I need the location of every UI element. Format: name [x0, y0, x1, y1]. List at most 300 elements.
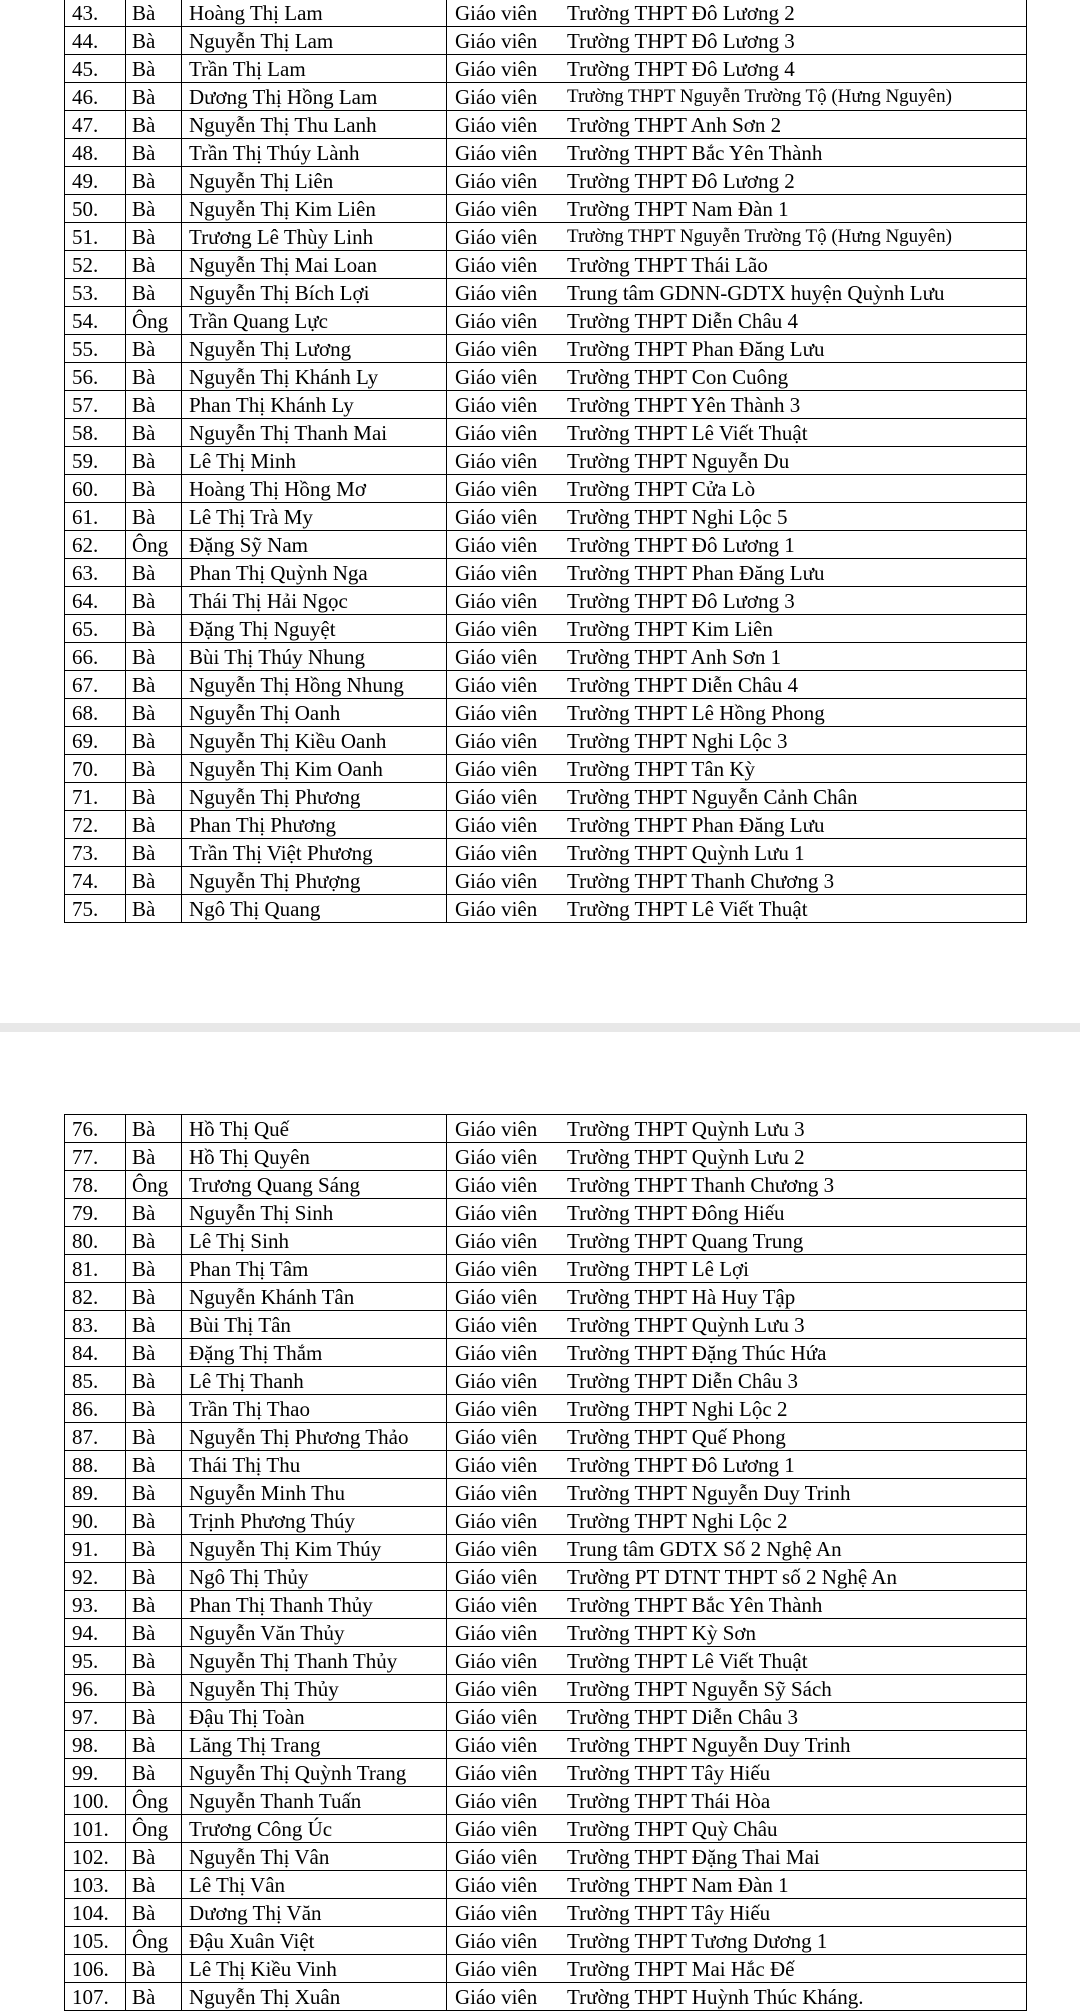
row-role-school-cell — [447, 1339, 1027, 1367]
row-role-school-cell — [447, 1955, 1027, 1983]
row-full-name: Nguyễn Thị Kim Oanh — [182, 755, 447, 783]
row-role-school-cell — [447, 1311, 1027, 1339]
row-school: Trường THPT Huỳnh Thúc Kháng. — [567, 1984, 864, 2009]
row-role-school-cell — [447, 1619, 1027, 1647]
row-school: Trường THPT Nghi Lộc 3 — [567, 728, 788, 753]
row-school: Trường THPT Đặng Thai Mai — [567, 1844, 820, 1869]
row-honorific: Bà — [126, 727, 182, 755]
row-school: Trường THPT Đô Lương 4 — [567, 56, 795, 81]
row-role-school-cell — [447, 1451, 1027, 1479]
table-row — [65, 531, 1027, 559]
table-row — [65, 1507, 1027, 1535]
row-position: Giáo viên — [455, 1144, 538, 1169]
row-number: 96. — [65, 1675, 126, 1703]
row-honorific: Bà — [126, 1227, 182, 1255]
row-school: Trường THPT Đô Lương 1 — [567, 1452, 795, 1477]
table-row — [65, 335, 1027, 363]
table-row — [65, 1703, 1027, 1731]
row-full-name: Lê Thị Vân — [182, 1871, 447, 1899]
table-row — [65, 1899, 1027, 1927]
row-honorific: Bà — [126, 1479, 182, 1507]
row-role-school-cell — [447, 447, 1027, 475]
row-number: 101. — [65, 1815, 126, 1843]
row-full-name: Dương Thị Văn — [182, 1899, 447, 1927]
row-position: Giáo viên — [455, 420, 538, 445]
row-position: Giáo viên — [455, 532, 538, 557]
row-number: 83. — [65, 1311, 126, 1339]
row-honorific: Ông — [126, 1787, 182, 1815]
row-number: 70. — [65, 755, 126, 783]
row-school: Trường THPT Nguyễn Sỹ Sách — [567, 1676, 832, 1701]
row-school: Trường THPT Yên Thành 3 — [567, 392, 801, 417]
table-row — [65, 1143, 1027, 1171]
row-number: 73. — [65, 839, 126, 867]
row-role-school-cell — [447, 1787, 1027, 1815]
row-school: Trường THPT Quỳnh Lưu 3 — [567, 1312, 805, 1337]
row-number: 55. — [65, 335, 126, 363]
row-number: 75. — [65, 895, 126, 923]
row-number: 89. — [65, 1479, 126, 1507]
row-number: 93. — [65, 1591, 126, 1619]
row-full-name: Bùi Thị Tân — [182, 1311, 447, 1339]
row-school: Trường THPT Lê Viết Thuật — [567, 420, 808, 445]
row-honorific: Bà — [126, 0, 182, 27]
row-position: Giáo viên — [455, 868, 538, 893]
row-role-school-cell — [447, 1871, 1027, 1899]
row-honorific: Bà — [126, 1871, 182, 1899]
row-number: 74. — [65, 867, 126, 895]
row-school: Trường THPT Kỳ Sơn — [567, 1620, 757, 1645]
row-full-name: Nguyễn Thị Lam — [182, 27, 447, 55]
row-school: Trường THPT Tân Kỳ — [567, 756, 755, 781]
row-position: Giáo viên — [455, 1536, 538, 1561]
row-school: Trường THPT Diễn Châu 4 — [567, 672, 798, 697]
table-row — [65, 1199, 1027, 1227]
row-number: 64. — [65, 587, 126, 615]
row-number: 77. — [65, 1143, 126, 1171]
table-row — [65, 167, 1027, 195]
table-row — [65, 559, 1027, 587]
row-school: Trường THPT Diễn Châu 3 — [567, 1704, 798, 1729]
row-role-school-cell — [447, 615, 1027, 643]
table-row — [65, 1787, 1027, 1815]
row-honorific: Bà — [126, 783, 182, 811]
row-number: 60. — [65, 475, 126, 503]
row-role-school-cell — [447, 643, 1027, 671]
row-full-name: Trần Thị Việt Phương — [182, 839, 447, 867]
row-position: Giáo viên — [455, 1480, 538, 1505]
row-school: Trường THPT Đô Lương 3 — [567, 28, 795, 53]
row-full-name: Ngô Thị Thủy — [182, 1563, 447, 1591]
row-position: Giáo viên — [455, 1900, 538, 1925]
row-honorific: Bà — [126, 1619, 182, 1647]
row-position: Giáo viên — [455, 1928, 538, 1953]
row-position: Giáo viên — [455, 728, 538, 753]
row-full-name: Trần Thị Thúy Lành — [182, 139, 447, 167]
row-number: 98. — [65, 1731, 126, 1759]
row-position: Giáo viên — [455, 0, 538, 25]
row-number: 53. — [65, 279, 126, 307]
row-honorific: Bà — [126, 1703, 182, 1731]
row-position: Giáo viên — [455, 1984, 538, 2009]
row-full-name: Hoàng Thị Lam — [182, 0, 447, 27]
row-school: Trường THPT Nguyễn Du — [567, 448, 790, 473]
row-full-name: Lê Thị Trà My — [182, 503, 447, 531]
row-full-name: Trần Thị Thao — [182, 1395, 447, 1423]
row-school: Trường THPT Tây Hiếu — [567, 1900, 771, 1925]
row-honorific: Bà — [126, 587, 182, 615]
row-full-name: Nguyễn Thị Phương — [182, 783, 447, 811]
row-role-school-cell — [447, 251, 1027, 279]
row-number: 91. — [65, 1535, 126, 1563]
row-position: Giáo viên — [455, 140, 538, 165]
row-role-school-cell — [447, 279, 1027, 307]
row-position: Giáo viên — [455, 1172, 538, 1197]
table-row — [65, 671, 1027, 699]
table-row — [65, 1535, 1027, 1563]
row-honorific: Ông — [126, 1815, 182, 1843]
row-honorific: Bà — [126, 559, 182, 587]
row-role-school-cell — [447, 755, 1027, 783]
row-full-name: Hồ Thị Quế — [182, 1115, 447, 1143]
table-row — [65, 1927, 1027, 1955]
row-position: Giáo viên — [455, 1648, 538, 1673]
row-position: Giáo viên — [455, 168, 538, 193]
row-full-name: Trương Lê Thùy Linh — [182, 223, 447, 251]
row-role-school-cell — [447, 699, 1027, 727]
table-row — [65, 811, 1027, 839]
row-number: 66. — [65, 643, 126, 671]
row-role-school-cell — [447, 1479, 1027, 1507]
row-role-school-cell — [447, 1143, 1027, 1171]
row-position: Giáo viên — [455, 1564, 538, 1589]
table-row — [65, 1367, 1027, 1395]
row-school: Trường THPT Anh Sơn 2 — [567, 112, 782, 137]
row-position: Giáo viên — [455, 1676, 538, 1701]
row-number: 62. — [65, 531, 126, 559]
row-number: 46. — [65, 83, 126, 111]
row-school: Trường THPT Đô Lương 3 — [567, 588, 795, 613]
row-position: Giáo viên — [455, 1396, 538, 1421]
row-full-name: Lăng Thị Trang — [182, 1731, 447, 1759]
row-honorific: Bà — [126, 279, 182, 307]
row-school: Trường THPT Phan Đăng Lưu — [567, 336, 825, 361]
row-school: Trường THPT Nghi Lộc 2 — [567, 1508, 788, 1533]
table-row — [65, 1171, 1027, 1199]
row-position: Giáo viên — [455, 1844, 538, 1869]
row-role-school-cell — [447, 1759, 1027, 1787]
row-honorific: Bà — [126, 1283, 182, 1311]
row-number: 45. — [65, 55, 126, 83]
row-full-name: Đặng Thị Nguyệt — [182, 615, 447, 643]
row-role-school-cell — [447, 1647, 1027, 1675]
row-role-school-cell — [447, 195, 1027, 223]
row-number: 47. — [65, 111, 126, 139]
row-role-school-cell — [447, 1983, 1027, 2011]
row-school: Trường THPT Thanh Chương 3 — [567, 868, 835, 893]
row-number: 76. — [65, 1115, 126, 1143]
row-full-name: Nguyễn Thị Thu Lanh — [182, 111, 447, 139]
table-row — [65, 1759, 1027, 1787]
row-role-school-cell — [447, 1395, 1027, 1423]
row-honorific: Bà — [126, 1423, 182, 1451]
row-role-school-cell — [447, 1535, 1027, 1563]
table-row — [65, 1479, 1027, 1507]
row-number: 59. — [65, 447, 126, 475]
row-school: Trường THPT Thái Hòa — [567, 1788, 771, 1813]
row-position: Giáo viên — [455, 56, 538, 81]
row-position: Giáo viên — [455, 252, 538, 277]
row-position: Giáo viên — [455, 336, 538, 361]
row-school: Trường THPT Nguyễn Duy Trinh — [567, 1480, 851, 1505]
row-school: Trường THPT Lê Viết Thuật — [567, 1648, 808, 1673]
table-row — [65, 755, 1027, 783]
row-full-name: Nguyễn Thị Mai Loan — [182, 251, 447, 279]
roster-table-1 — [64, 0, 1027, 923]
row-school: Trường THPT Nguyễn Trường Tộ (Hưng Nguyên) — [567, 85, 952, 107]
row-school: Trường THPT Diễn Châu 4 — [567, 308, 798, 333]
table-row — [65, 615, 1027, 643]
row-school: Trường THPT Lê Viết Thuật — [567, 896, 808, 921]
row-honorific: Bà — [126, 195, 182, 223]
table-row — [65, 1731, 1027, 1759]
row-school: Trường THPT Hà Huy Tập — [567, 1284, 796, 1309]
row-number: 56. — [65, 363, 126, 391]
row-number: 84. — [65, 1339, 126, 1367]
row-role-school-cell — [447, 727, 1027, 755]
table-row — [65, 83, 1027, 111]
row-honorific: Bà — [126, 1143, 182, 1171]
table-row — [65, 223, 1027, 251]
row-number: 99. — [65, 1759, 126, 1787]
row-role-school-cell — [447, 503, 1027, 531]
row-full-name: Phan Thị Tâm — [182, 1255, 447, 1283]
table-row — [65, 1451, 1027, 1479]
row-honorific: Bà — [126, 1507, 182, 1535]
table-row — [65, 1339, 1027, 1367]
row-position: Giáo viên — [455, 448, 538, 473]
row-full-name: Lê Thị Sinh — [182, 1227, 447, 1255]
row-full-name: Nguyễn Thị Oanh — [182, 699, 447, 727]
row-role-school-cell — [447, 1899, 1027, 1927]
row-honorific: Bà — [126, 1115, 182, 1143]
row-honorific: Bà — [126, 1591, 182, 1619]
row-school: Trường THPT Mai Hắc Đế — [567, 1956, 795, 1981]
row-honorific: Bà — [126, 1255, 182, 1283]
row-role-school-cell — [447, 55, 1027, 83]
row-honorific: Bà — [126, 419, 182, 447]
table-row — [65, 727, 1027, 755]
row-position: Giáo viên — [455, 1788, 538, 1813]
row-role-school-cell — [447, 587, 1027, 615]
row-school: Trung tâm GDNN-GDTX huyện Quỳnh Lưu — [567, 280, 945, 305]
row-honorific: Bà — [126, 1983, 182, 2011]
row-full-name: Ngô Thị Quang — [182, 895, 447, 923]
row-role-school-cell — [447, 671, 1027, 699]
table-row — [65, 1311, 1027, 1339]
row-position: Giáo viên — [455, 672, 538, 697]
row-honorific: Bà — [126, 867, 182, 895]
row-honorific: Bà — [126, 55, 182, 83]
table-row — [65, 447, 1027, 475]
row-number: 81. — [65, 1255, 126, 1283]
row-role-school-cell — [447, 475, 1027, 503]
row-position: Giáo viên — [455, 840, 538, 865]
row-number: 43. — [65, 0, 126, 27]
row-honorific: Bà — [126, 1367, 182, 1395]
row-number: 106. — [65, 1955, 126, 1983]
table-row — [65, 1591, 1027, 1619]
row-role-school-cell — [447, 363, 1027, 391]
row-number: 78. — [65, 1171, 126, 1199]
table-row — [65, 1115, 1027, 1143]
row-honorific: Bà — [126, 139, 182, 167]
page-separator — [0, 1023, 1080, 1032]
roster-table-2-body — [65, 1115, 1027, 2011]
table-row — [65, 1283, 1027, 1311]
row-honorific: Bà — [126, 1311, 182, 1339]
row-honorific: Bà — [126, 447, 182, 475]
row-position: Giáo viên — [455, 1956, 538, 1981]
table-row — [65, 139, 1027, 167]
row-honorific: Bà — [126, 1339, 182, 1367]
row-full-name: Nguyễn Khánh Tân — [182, 1283, 447, 1311]
row-role-school-cell — [447, 139, 1027, 167]
row-school: Trường THPT Kim Liên — [567, 616, 773, 641]
row-full-name: Nguyễn Thị Thanh Mai — [182, 419, 447, 447]
row-position: Giáo viên — [455, 84, 538, 109]
row-full-name: Phan Thị Thanh Thủy — [182, 1591, 447, 1619]
row-school: Trường THPT Nam Đàn 1 — [567, 1872, 789, 1897]
row-honorific: Bà — [126, 27, 182, 55]
row-school: Trường THPT Bắc Yên Thành — [567, 1592, 823, 1617]
row-school: Trường THPT Lê Hồng Phong — [567, 700, 825, 725]
row-honorific: Bà — [126, 811, 182, 839]
row-full-name: Nguyễn Thị Quỳnh Trang — [182, 1759, 447, 1787]
row-role-school-cell — [447, 783, 1027, 811]
row-position: Giáo viên — [455, 112, 538, 137]
row-full-name: Nguyễn Thị Hồng Nhung — [182, 671, 447, 699]
table-row — [65, 895, 1027, 923]
row-position: Giáo viên — [455, 28, 538, 53]
row-honorific: Bà — [126, 475, 182, 503]
row-school: Trường THPT Đô Lương 2 — [567, 168, 795, 193]
row-role-school-cell — [447, 1675, 1027, 1703]
row-honorific: Ông — [126, 1171, 182, 1199]
row-school: Trường THPT Phan Đăng Lưu — [567, 560, 825, 585]
row-full-name: Nguyễn Thị Liên — [182, 167, 447, 195]
row-school: Trường THPT Diễn Châu 3 — [567, 1368, 798, 1393]
row-honorific: Bà — [126, 895, 182, 923]
table-row — [65, 643, 1027, 671]
row-honorific: Bà — [126, 223, 182, 251]
table-row — [65, 251, 1027, 279]
row-role-school-cell — [447, 27, 1027, 55]
row-number: 86. — [65, 1395, 126, 1423]
row-role-school-cell — [447, 1423, 1027, 1451]
row-role-school-cell — [447, 0, 1027, 27]
row-position: Giáo viên — [455, 1508, 538, 1533]
row-school: Trường THPT Phan Đăng Lưu — [567, 812, 825, 837]
row-honorific: Bà — [126, 839, 182, 867]
row-number: 51. — [65, 223, 126, 251]
table-row — [65, 0, 1027, 27]
row-honorific: Bà — [126, 1647, 182, 1675]
row-role-school-cell — [447, 839, 1027, 867]
row-number: 71. — [65, 783, 126, 811]
row-honorific: Bà — [126, 363, 182, 391]
row-role-school-cell — [447, 391, 1027, 419]
row-school: Trường THPT Quỳnh Lưu 2 — [567, 1144, 805, 1169]
row-position: Giáo viên — [455, 1592, 538, 1617]
row-number: 97. — [65, 1703, 126, 1731]
row-school: Trường THPT Đặng Thúc Hứa — [567, 1340, 827, 1365]
row-full-name: Thái Thị Hải Ngọc — [182, 587, 447, 615]
row-number: 82. — [65, 1283, 126, 1311]
table-row — [65, 27, 1027, 55]
row-full-name: Nguyễn Thị Vân — [182, 1843, 447, 1871]
row-full-name: Dương Thị Hồng Lam — [182, 83, 447, 111]
row-number: 105. — [65, 1927, 126, 1955]
row-honorific: Ông — [126, 1927, 182, 1955]
row-position: Giáo viên — [455, 1620, 538, 1645]
row-school: Trường THPT Quế Phong — [567, 1424, 786, 1449]
row-full-name: Nguyễn Thanh Tuấn — [182, 1787, 447, 1815]
row-role-school-cell — [447, 1731, 1027, 1759]
row-number: 63. — [65, 559, 126, 587]
row-school: Trường THPT Nghi Lộc 2 — [567, 1396, 788, 1421]
row-role-school-cell — [447, 811, 1027, 839]
row-honorific: Bà — [126, 1563, 182, 1591]
table-row — [65, 699, 1027, 727]
row-school: Trường PT DTNT THPT số 2 Nghệ An — [567, 1564, 897, 1589]
row-honorific: Bà — [126, 1759, 182, 1787]
table-row — [65, 1983, 1027, 2011]
row-number: 80. — [65, 1227, 126, 1255]
row-number: 58. — [65, 419, 126, 447]
row-full-name: Trần Thị Lam — [182, 55, 447, 83]
row-number: 69. — [65, 727, 126, 755]
row-role-school-cell — [447, 1507, 1027, 1535]
row-honorific: Ông — [126, 307, 182, 335]
row-number: 79. — [65, 1199, 126, 1227]
row-school: Trường THPT Thái Lão — [567, 252, 768, 277]
table-row — [65, 587, 1027, 615]
row-number: 92. — [65, 1563, 126, 1591]
row-number: 44. — [65, 27, 126, 55]
roster-table-2 — [64, 1114, 1027, 2011]
row-honorific: Bà — [126, 699, 182, 727]
row-honorific: Bà — [126, 615, 182, 643]
row-full-name: Hồ Thị Quyên — [182, 1143, 447, 1171]
table-row — [65, 1815, 1027, 1843]
row-school: Trường THPT Anh Sơn 1 — [567, 644, 782, 669]
row-number: 103. — [65, 1871, 126, 1899]
row-position: Giáo viên — [455, 476, 538, 501]
document-page-2 — [0, 1032, 1080, 2010]
row-number: 52. — [65, 251, 126, 279]
row-honorific: Ông — [126, 531, 182, 559]
table-row — [65, 1619, 1027, 1647]
row-honorific: Bà — [126, 1843, 182, 1871]
row-number: 65. — [65, 615, 126, 643]
row-position: Giáo viên — [455, 896, 538, 921]
row-position: Giáo viên — [455, 644, 538, 669]
row-full-name: Nguyễn Văn Thủy — [182, 1619, 447, 1647]
row-number: 94. — [65, 1619, 126, 1647]
row-school: Trường THPT Nam Đàn 1 — [567, 196, 789, 221]
row-full-name: Nguyễn Thị Bích Lợi — [182, 279, 447, 307]
